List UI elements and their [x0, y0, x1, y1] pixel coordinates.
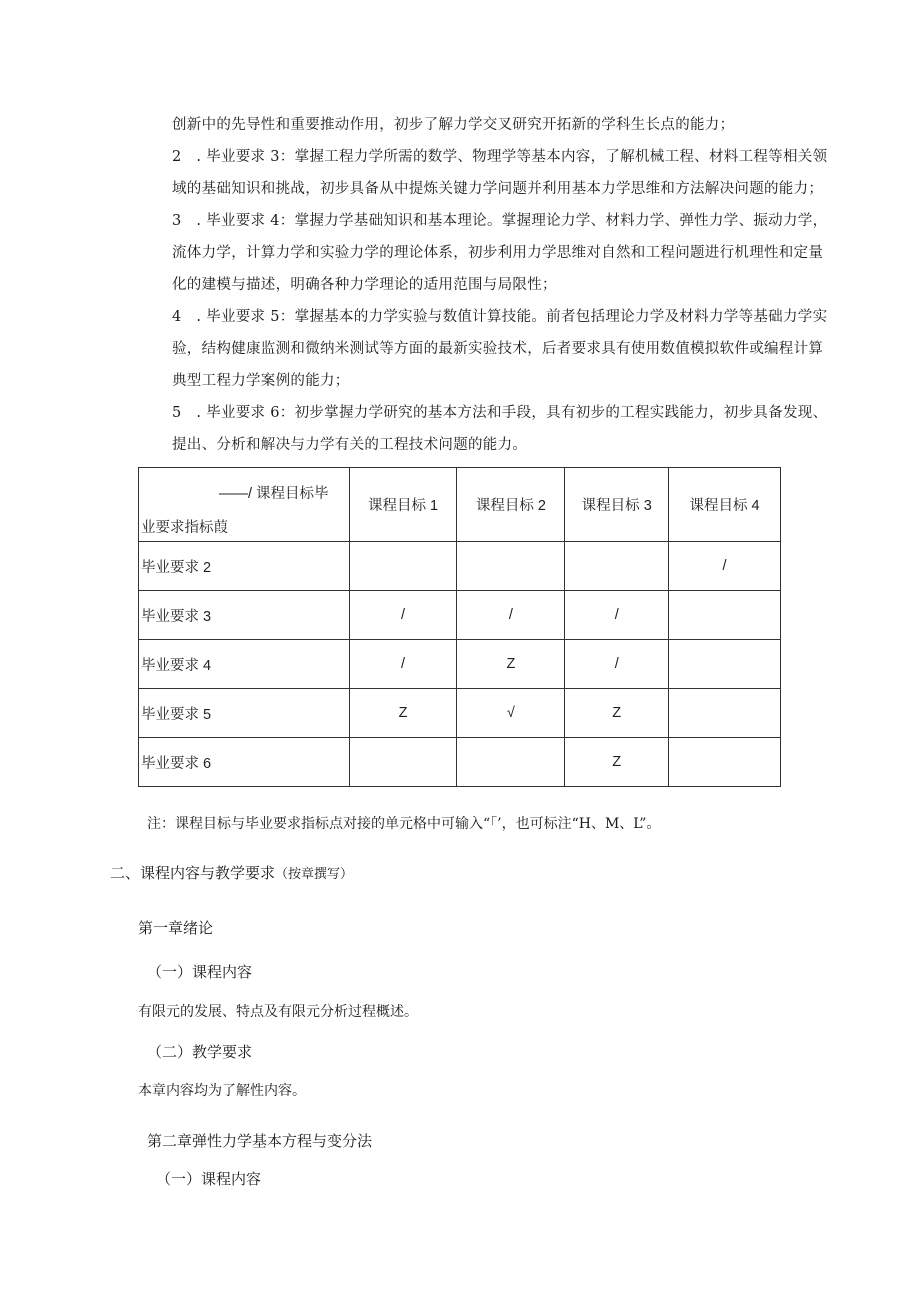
table-cell — [669, 738, 781, 787]
table-row — [139, 640, 781, 689]
table-row — [139, 542, 781, 591]
table-cell: / — [349, 591, 457, 640]
mapping-table — [138, 467, 781, 787]
table-cell: Z — [457, 640, 565, 689]
corner-label-top: ——/ 课程目标毕 — [219, 486, 329, 502]
table-cell: Z — [565, 689, 669, 738]
table-cell: √ — [457, 689, 565, 738]
chapter-2-title: 第二章弹性力学基本方程与变分法 — [147, 1133, 373, 1150]
table-corner-cell — [139, 468, 350, 542]
table-cell: / — [349, 640, 457, 689]
requirement-3-line-3: 化的建模与描述，明确各种力学理论的适用范围与局限性； — [172, 277, 557, 293]
header-goal-2: 课程目标 2 — [457, 468, 565, 542]
table-row — [139, 689, 781, 738]
chapter-2-content-title: （一）课程内容 — [156, 1171, 262, 1188]
row-label: 毕业要求 6 — [139, 738, 350, 787]
table-cell — [457, 738, 565, 787]
table-cell: Z — [349, 689, 457, 738]
intro-line: 创新中的先导性和重要推动作用，初步了解力学交叉研究开拓新的学科生长点的能力； — [172, 117, 735, 133]
table-cell — [669, 591, 781, 640]
header-goal-1: 课程目标 1 — [349, 468, 457, 542]
section-heading — [110, 862, 353, 887]
table-row — [139, 738, 781, 787]
table-cell — [669, 689, 781, 738]
requirement-4-line-2: 验，结构健康监测和微纳米测试等方面的最新实验技术，后者要求具有使用数值模拟软件或编程计算 — [172, 341, 824, 357]
requirement-5-line-2: 提出、分析和解决与力学有关的工程技术问题的能力。 — [172, 437, 528, 453]
chapter-1-requirements: 本章内容均为了解性内容。 — [138, 1083, 306, 1099]
chapter-1-title: 第一章绪论 — [138, 920, 214, 937]
chapter-1-content: 有限元的发展、特点及有限元分析过程概述。 — [138, 1004, 418, 1020]
header-goal-3: 课程目标 3 — [565, 468, 669, 542]
table-cell — [565, 542, 669, 591]
table-cell — [349, 738, 457, 787]
intro-paragraphs — [172, 109, 832, 461]
table-cell: / — [669, 542, 781, 591]
table-cell — [669, 640, 781, 689]
requirement-2-line-2: 域的基础知识和挑战，初步具备从中提炼关键力学问题并利用基本力学思维和方法解决问题的能力； — [172, 181, 824, 197]
requirement-2-line-1: 2 . 毕业要求 3：掌握工程力学所需的数学、物理学等基本内容，了解机械工程、材料工程等相关领 — [172, 149, 828, 165]
table-header-row — [139, 468, 781, 542]
corner-label-bottom: 业要求指标葭 — [141, 520, 228, 536]
section-title: 二、课程内容与教学要求 — [110, 865, 276, 882]
requirement-3-line-1: 3 . 毕业要求 4：掌握力学基础知识和基本理论。掌握理论力学、材料力学、弹性力学、振动力学， — [172, 213, 828, 229]
row-label: 毕业要求 3 — [139, 591, 350, 640]
table-cell — [457, 542, 565, 591]
table-cell: Z — [565, 738, 669, 787]
requirement-4-line-3: 典型工程力学案例的能力； — [172, 373, 350, 389]
table-row — [139, 591, 781, 640]
requirement-4-line-1: 4 . 毕业要求 5：掌握基本的力学实验与数值计算技能。前者包括理论力学及材料力学等基础力学实 — [172, 309, 828, 325]
table-cell — [349, 542, 457, 591]
requirement-5-line-1: 5 . 毕业要求 6：初步掌握力学研究的基本方法和手段，具有初步的工程实践能力，初步具备发现、 — [172, 405, 828, 421]
row-label: 毕业要求 2 — [139, 542, 350, 591]
row-label: 毕业要求 5 — [139, 689, 350, 738]
table-note: 注：课程目标与毕业要求指标点对接的单元格中可输入“「’，也可标注“H、M、L”。 — [147, 816, 661, 832]
table-cell: / — [565, 591, 669, 640]
header-goal-4: 课程目标 4 — [669, 468, 781, 542]
chapter-1-content-title: （一）课程内容 — [147, 964, 253, 981]
table-cell: / — [457, 591, 565, 640]
requirement-3-line-2: 流体力学，计算力学和实验力学的理论体系，初步利用力学思维对自然和工程问题进行机理性和定量 — [172, 245, 824, 261]
row-label: 毕业要求 4 — [139, 640, 350, 689]
chapter-1-requirements-title: （二）教学要求 — [147, 1044, 253, 1061]
table-cell: / — [565, 640, 669, 689]
section-title-note: （按章撰写） — [275, 867, 354, 882]
